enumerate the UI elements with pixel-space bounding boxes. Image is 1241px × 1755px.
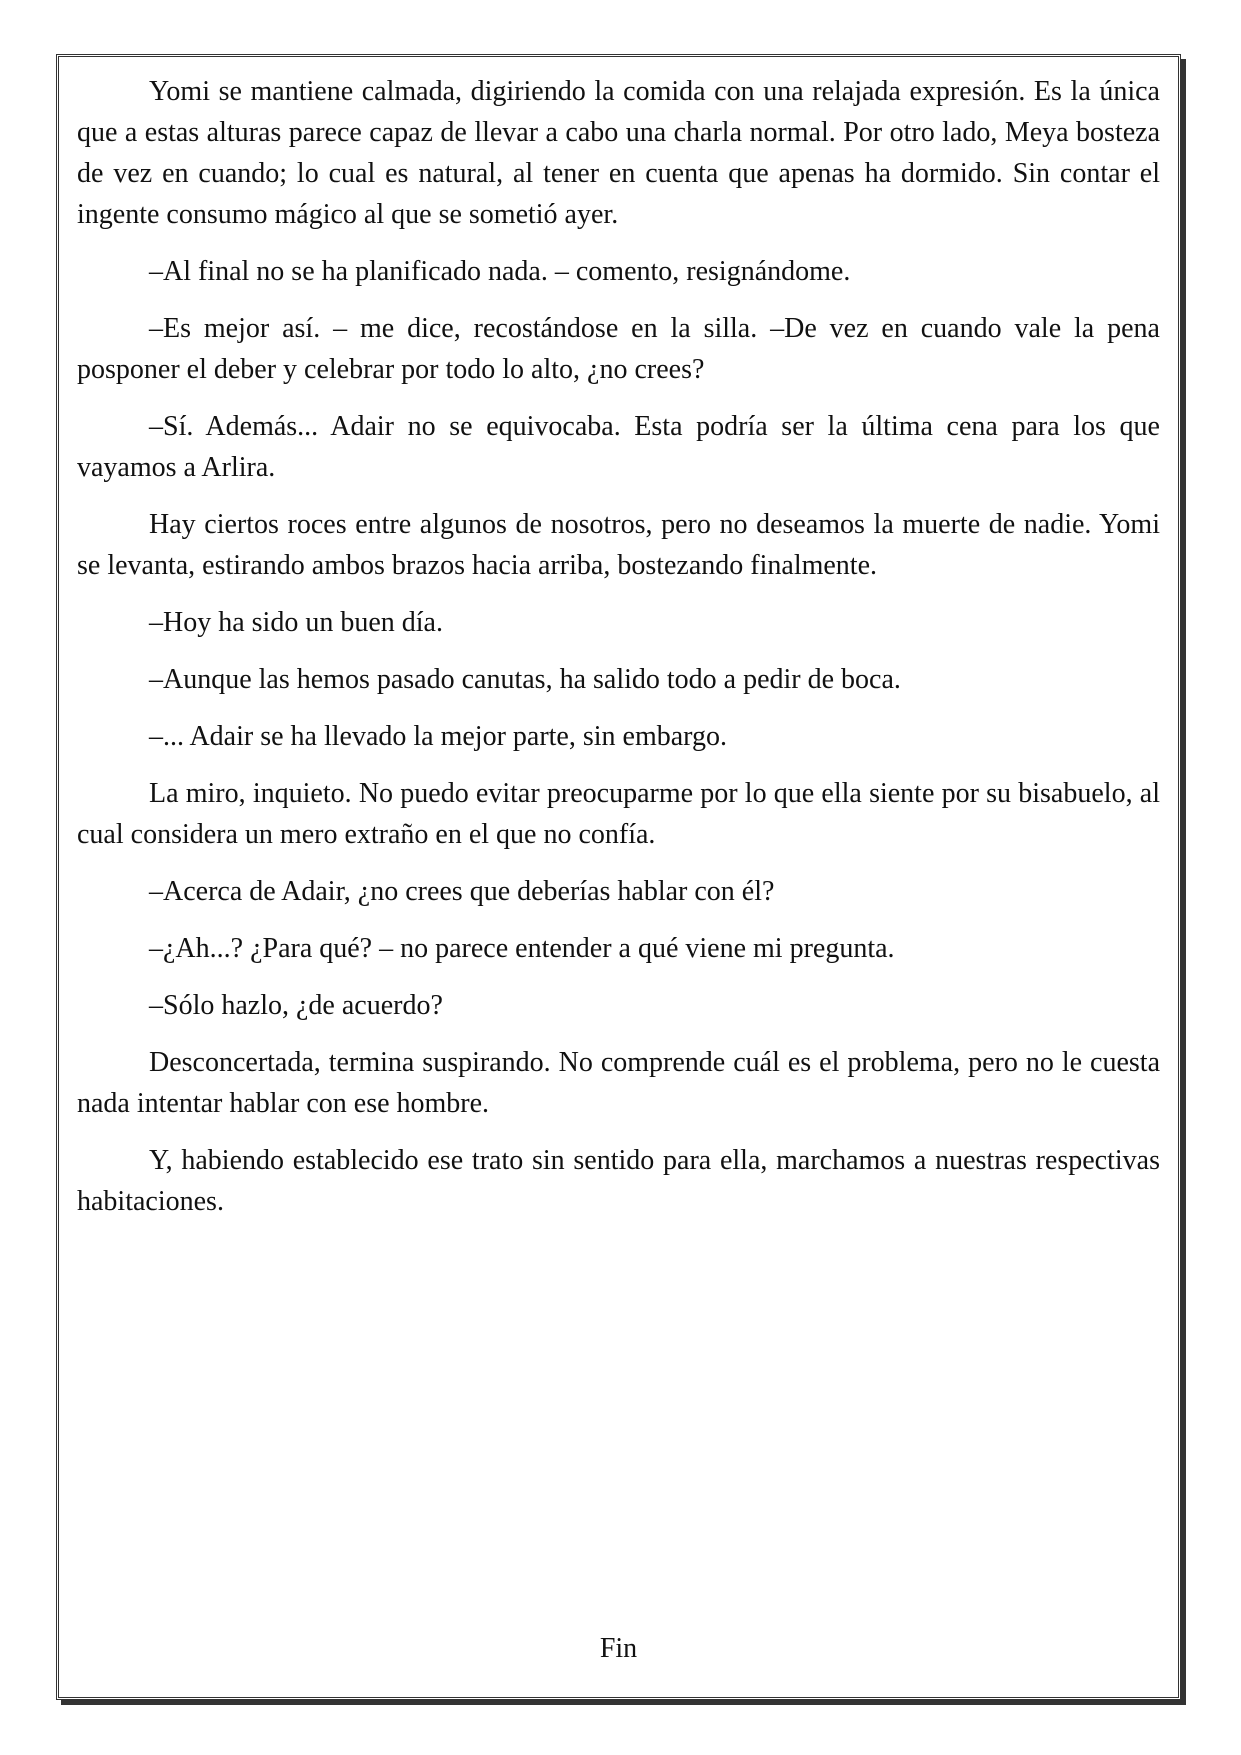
paragraph: –Hoy ha sido un buen día. [149, 607, 443, 638]
paragraph: La miro, inquieto. No puedo evitar preocuparme por lo que ella siente por su bisabuelo, al cual considera un mero extraño en el que no confía. [77, 778, 1160, 850]
paragraph: Y, habiendo establecido ese trato sin sentido para ella, marchamos a nuestras respectivas habitaciones. [77, 1145, 1160, 1217]
paragraph: –Sólo hazlo, ¿de acuerdo? [149, 990, 443, 1021]
paragraph: Desconcertada, termina suspirando. No comprende cuál es el problema, pero no le cuesta nada intentar hablar con ese hombre. [77, 1047, 1160, 1119]
story-text [77, 71, 1160, 1238]
paragraph: –Es mejor así. – me dice, recostándose en la silla. –De vez en cuando vale la pena posponer el deber y celebrar por todo lo alto, ¿no crees? [77, 313, 1160, 385]
page-frame [56, 54, 1181, 1700]
paragraph: –Al final no se ha planificado nada. – comento, resignándome. [149, 256, 851, 287]
paragraph: –Acerca de Adair, ¿no crees que deberías hablar con él? [149, 876, 775, 907]
paragraph: –¿Ah...? ¿Para qué? – no parece entender a qué viene mi pregunta. [149, 933, 895, 964]
paragraph: –Aunque las hemos pasado canutas, ha salido todo a pedir de boca. [149, 664, 901, 695]
end-mark: Fin [599, 1633, 638, 1664]
paragraph: –Sí. Además... Adair no se equivocaba. Esta podría ser la última cena para los que vayamos a Arlira. [77, 411, 1160, 483]
paragraph: –... Adair se ha llevado la mejor parte, sin embargo. [149, 721, 727, 752]
paragraph: Hay ciertos roces entre algunos de nosotros, pero no deseamos la muerte de nadie. Yomi se levanta, estirando ambos brazos hacia arriba, bostezando finalmente. [77, 509, 1160, 581]
paragraph: Yomi se mantiene calmada, digiriendo la comida con una relajada expresión. Es la única que a estas alturas parece capaz de llevar a cabo una charla normal. Por otro lado, Meya bosteza de vez en cuando; lo cual es natural, al tener en cuenta que apenas ha dormido. Sin contar el ingente consumo mágico al que se sometió ayer. [77, 76, 1160, 230]
